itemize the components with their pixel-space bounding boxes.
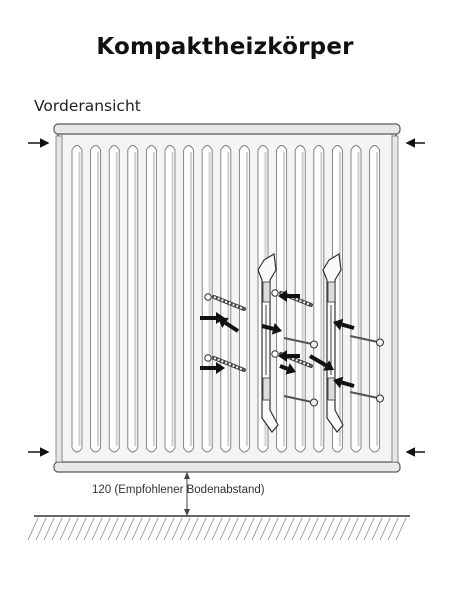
radiator-rib <box>184 146 194 453</box>
page-title: Kompaktheizkörper <box>96 34 354 60</box>
radiator-rib <box>72 146 82 453</box>
radiator-rib <box>91 146 101 453</box>
floor-distance-label: 120 (Empfohlener Bodenabstand) <box>92 484 265 496</box>
floor <box>28 516 410 540</box>
radiator-rib <box>165 146 175 453</box>
radiator-rib <box>239 146 249 453</box>
radiator-rib <box>109 146 119 453</box>
view-label: Vorderansicht <box>34 97 141 115</box>
radiator-rib <box>128 146 138 453</box>
radiator-rib <box>370 146 380 453</box>
radiator-rib <box>351 146 361 453</box>
floor-hatching <box>28 518 406 540</box>
radiator-rib <box>146 146 156 453</box>
